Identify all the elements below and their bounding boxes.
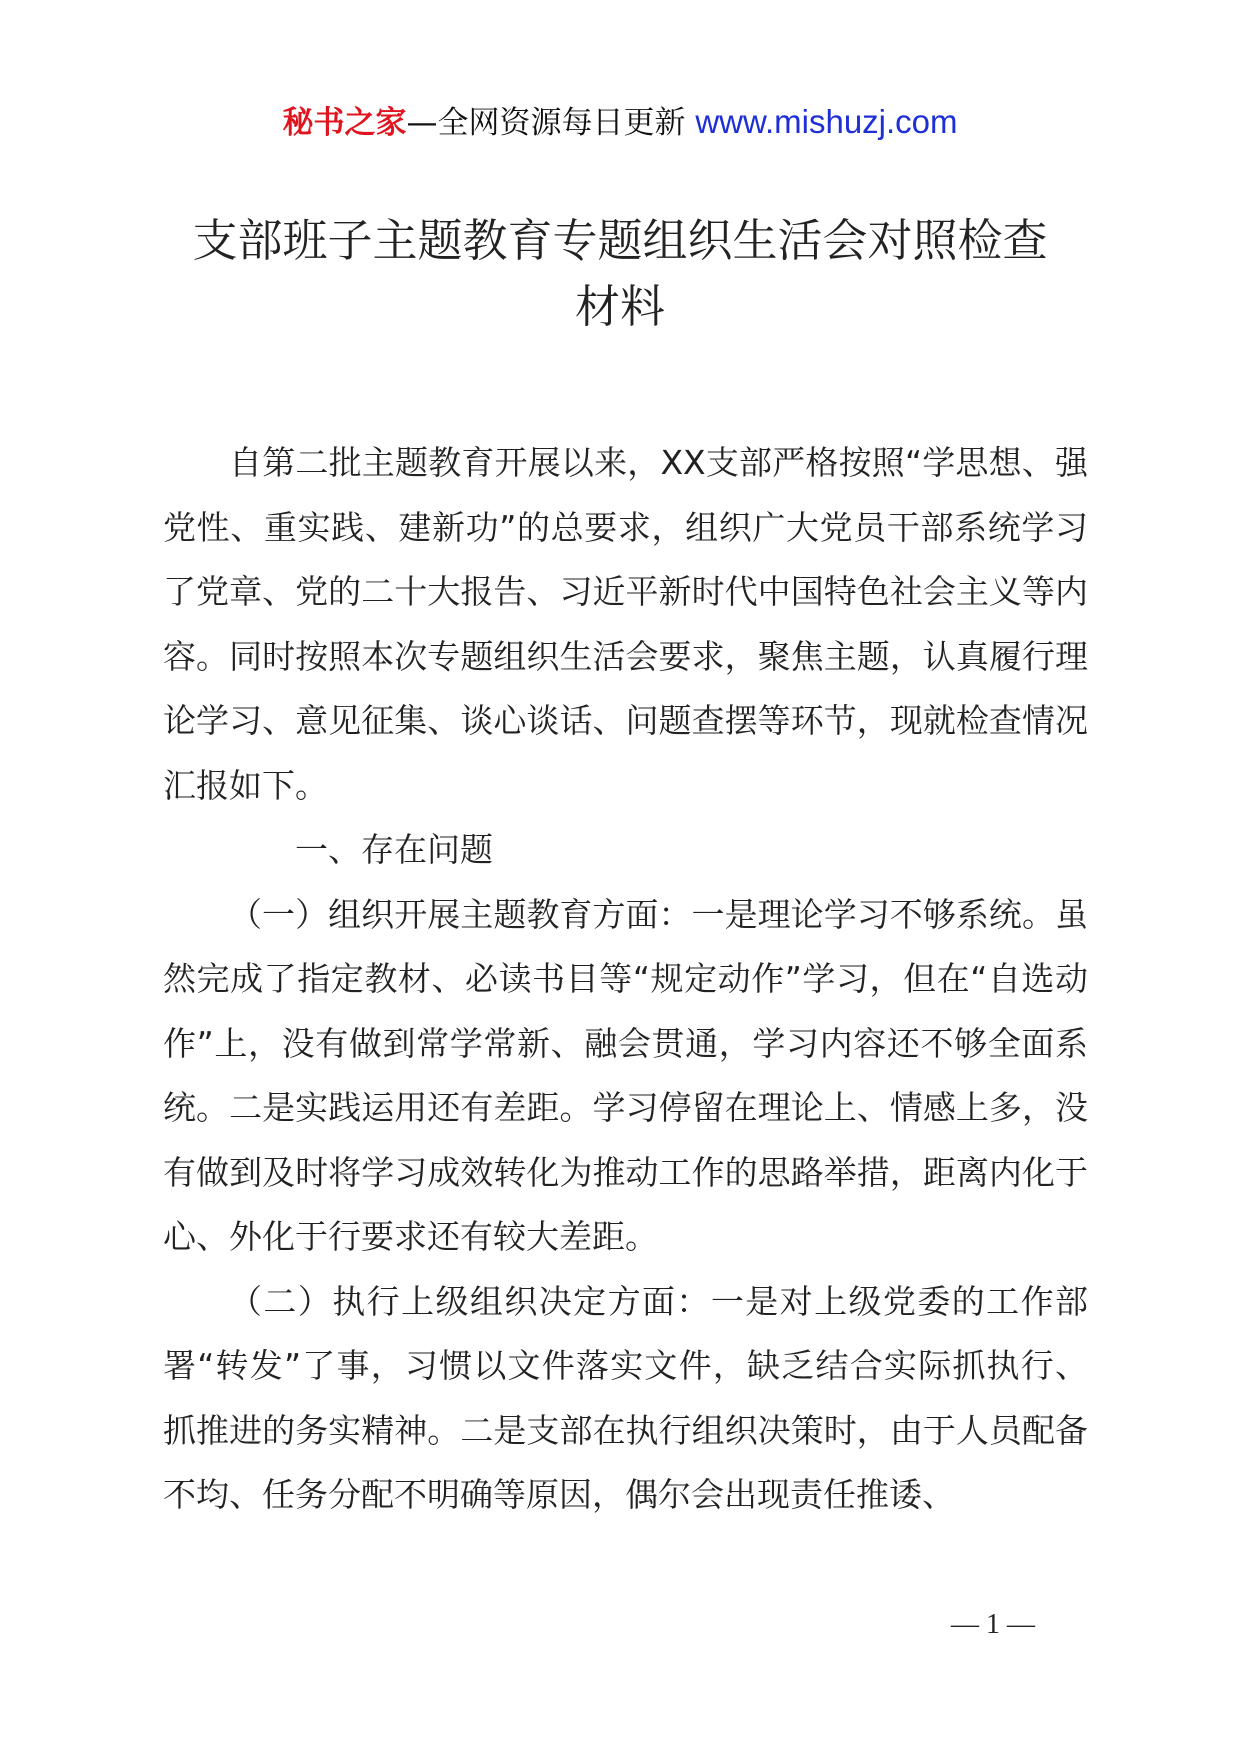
document-title	[150, 208, 1090, 340]
site-header	[0, 100, 1240, 145]
document-body	[163, 431, 1088, 1528]
document-title-line-1: 支部班子主题教育专题组织生活会对照检查	[192, 214, 1048, 267]
document-title-line-2: 材料	[574, 280, 665, 333]
section-heading: 一、存在问题	[295, 830, 493, 869]
site-url-link[interactable]: www.mishuzj.com	[695, 103, 958, 140]
intro-paragraph: 自第二批主题教育开展以来，XX支部严格按照“学思想、强党性、重实践、建新功”的总要求，组织广大党员干部系统学习了党章、党的二十大报告、习近平新时代中国特色社会主义等内容。同时按照本次专题组织生活会要求，聚焦主题，认真履行理论学习、意见征集、谈心谈话、问题查摆等环节，现就检查情况汇报如下。	[163, 443, 1088, 805]
site-tagline: —全网资源每日更新	[406, 105, 686, 141]
section-item-paragraph: （一）组织开展主题教育方面：一是理论学习不够系统。虽然完成了指定教材、必读书目等“规定动作”学习，但在“自选动作”上，没有做到常学常新、融会贯通，学习内容还不够全面系统。二是实践运用还有差距。学习停留在理论上、情感上多，没有做到及时将学习成效转化为推动工作的思路举措，距离内化于心、外化于行要求还有较大差距。	[163, 894, 1088, 1256]
section-item-paragraph: （二）执行上级组织决定方面：一是对上级党委的工作部署“转发”了事，习惯以文件落实文件，缺乏结合实际抓执行、抓推进的务实精神。二是支部在执行组织决策时，由于人员配备不均、任务分配不明确等原因，偶尔会出现责任推诿、	[163, 1281, 1088, 1514]
page-number: — 1 —	[951, 1609, 1035, 1640]
site-brand: 秘书之家	[282, 105, 407, 141]
